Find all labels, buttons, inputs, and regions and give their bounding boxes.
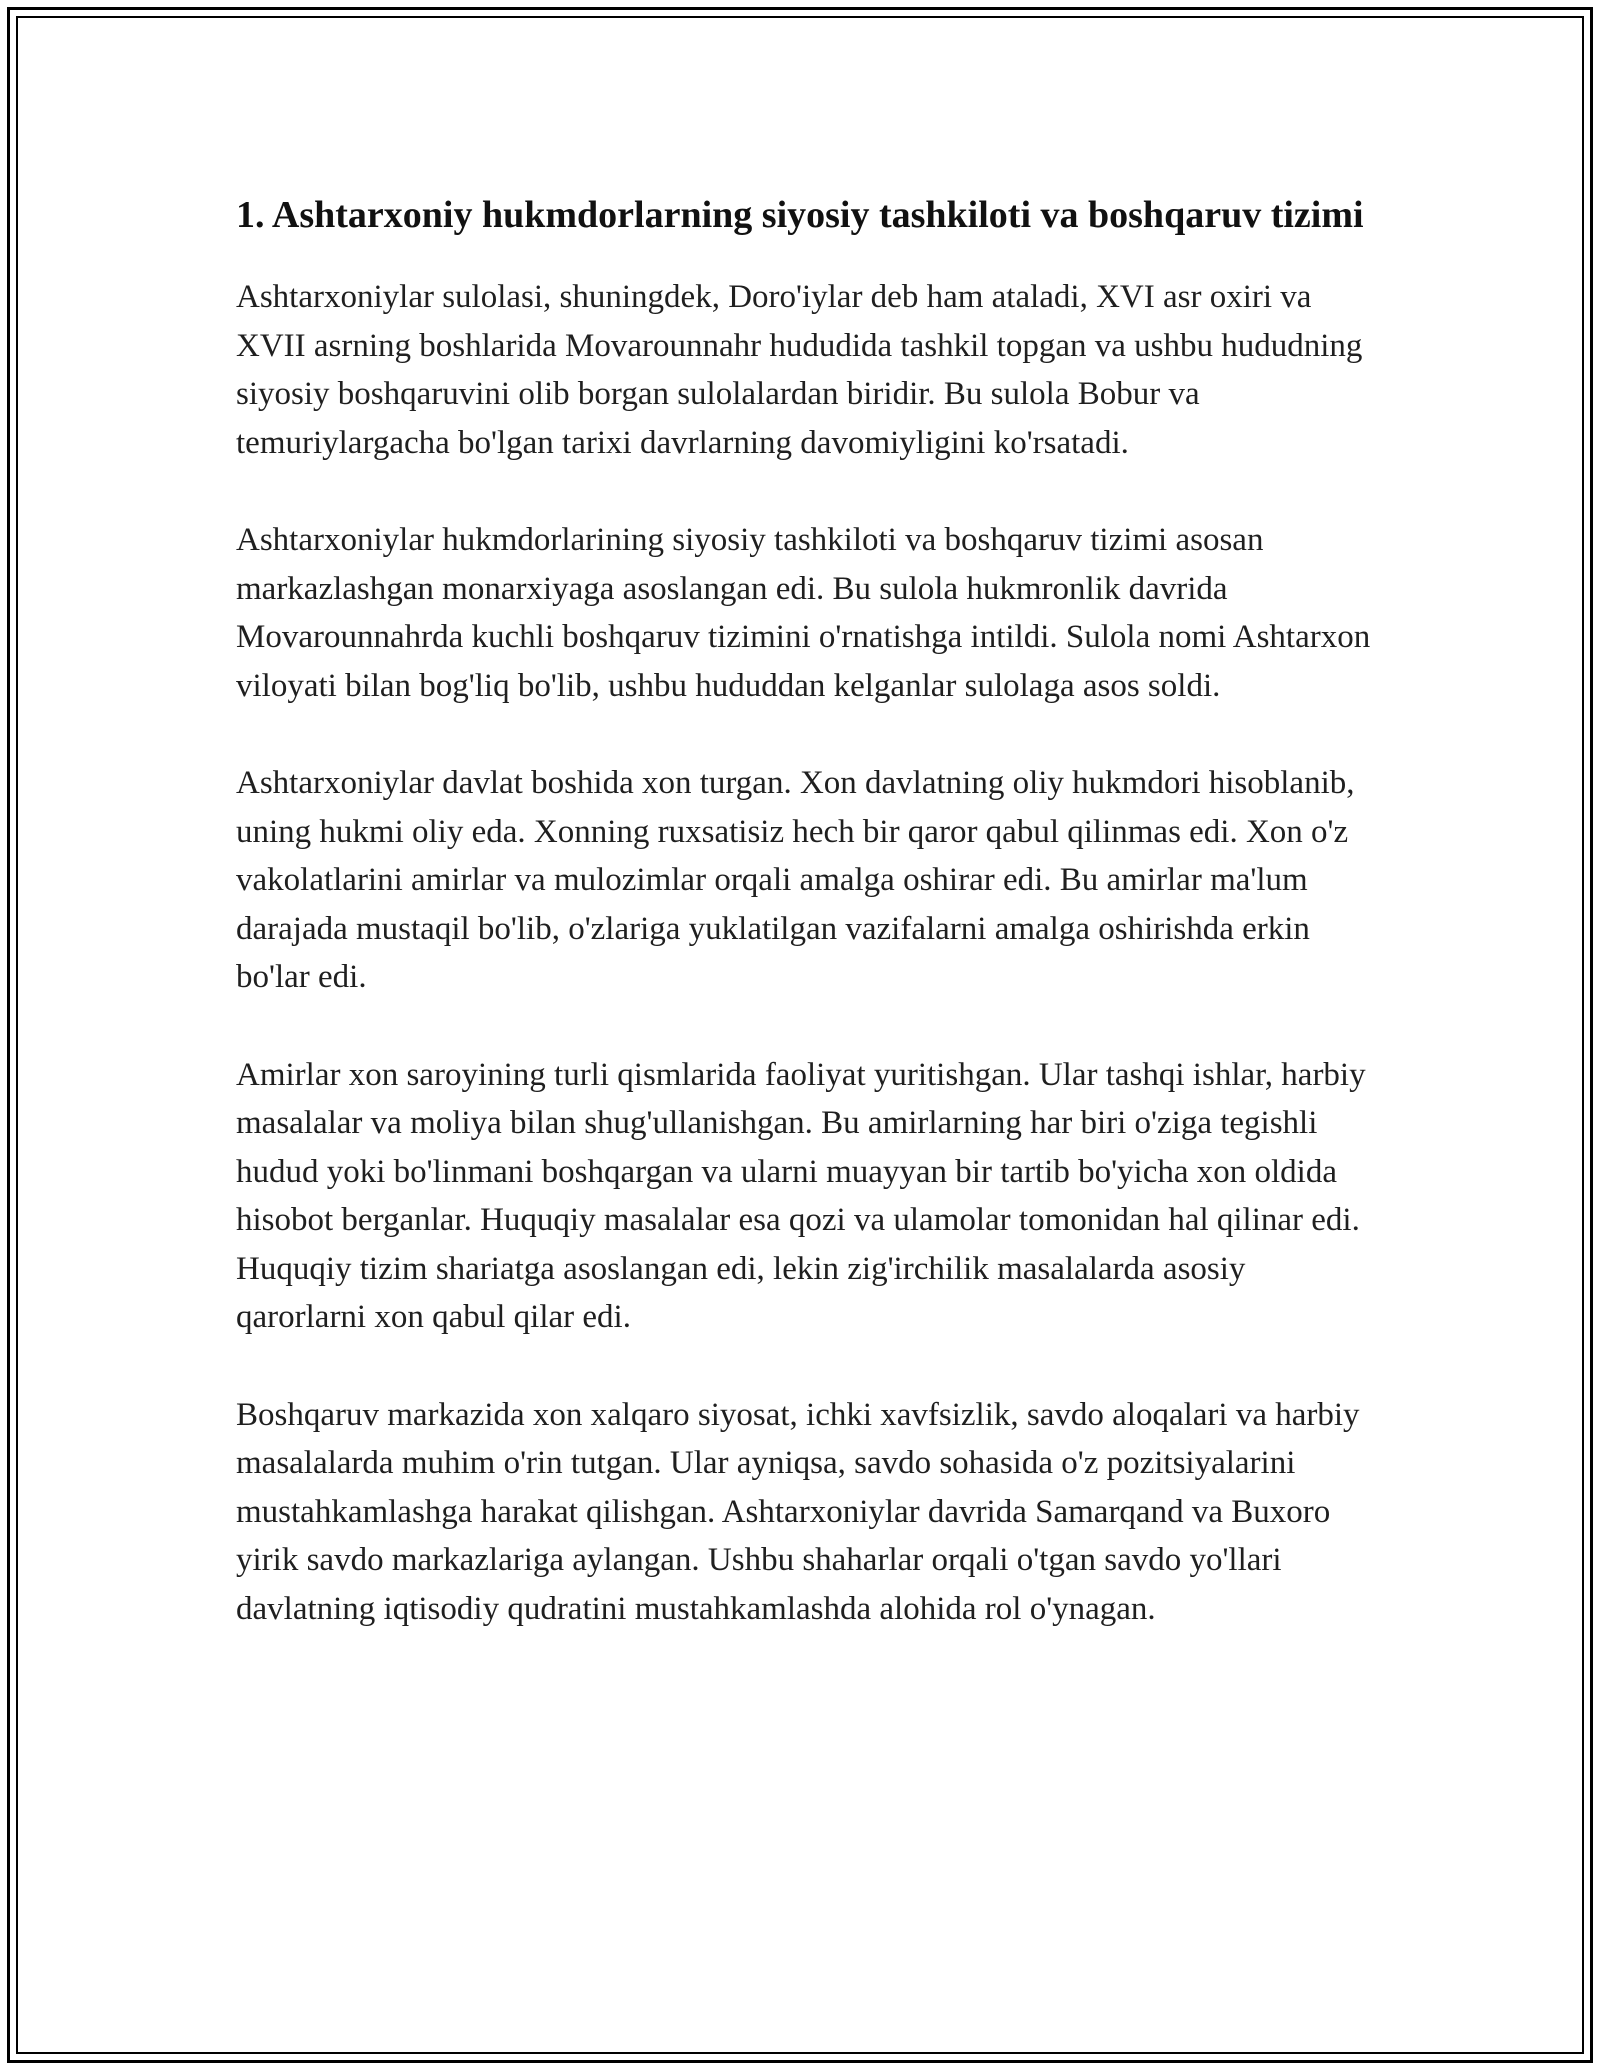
paragraph-2: Ashtarxoniylar hukmdorlarining siyosiy tashkiloti va boshqaruv tizimi asosan markazlashgan monarxiyaga asoslangan edi. Bu sulola hukmronlik davrida Movarounnahrda kuchli boshqaruv tizimini o'rnatishga intildi. Sulola nomi Ashtarxon viloyati bilan bog'liq bo'lib, ushbu hududdan kelganlar sulolaga asos soldi. [236,522,1371,704]
paragraph-4: Amirlar xon saroyining turli qismlarida faoliyat yuritishgan. Ular tashqi ishlar, harbiy masalalar va moliya bilan shug'ullanishgan. Bu amirlarning har biri o'ziga tegishli hudud yoki bo'linmani boshqargan va ularni muayyan bir tartib bo'yicha xon oldida hisobot berganlar. Huquqiy masalalar esa qozi va ulamolar tomonidan hal qilinar edi. Huquqiy tizim shariatga asoslangan edi, lekin zig'irchilik masalalarda asosiy qarorlarni xon qabul qilar edi. [236,1056,1366,1335]
paragraph-1: Ashtarxoniylar sulolasi, shuningdek, Doro'iylar deb ham ataladi, XVI asr oxiri va XVII asrning boshlarida Movarounnahr hududida tashkil topgan va ushbu hududning siyosiy boshqaruvini olib borgan sulolalardan biridir. Bu sulola Bobur va temuriylargacha bo'lgan tarixi davrlarning davomiyligini ko'rsatadi. [236,279,1363,461]
document-body [236,187,1376,1682]
paragraph-3: Ashtarxoniylar davlat boshida xon turgan. Xon davlatning oliy hukmdori hisoblanib, uning hukmi oliy eda. Xonning ruxsatisiz hech bir qaror qabul qilinmas edi. Xon o'z vakolatlarini amirlar va mulozimlar orqali amalga oshirar edi. Bu amirlar ma'lum darajada mustaqil bo'lib, o'zlariga yuklatilgan vazifalarni amalga oshirishda erkin bo'lar edi. [236,765,1355,995]
document-title: 1. Ashtarxoniy hukmdorlarning siyosiy tashkiloti va boshqaruv tizimi [236,194,1364,236]
paragraph-5: Boshqaruv markazida xon xalqaro siyosat, ichki xavfsizlik, savdo aloqalari va harbiy masalalarda muhim o'rin tutgan. Ular ayniqsa, savdo sohasida o'z pozitsiyalarini mustahkamlashga harakat qilishgan. Ashtarxoniylar davrida Samarqand va Buxoro yirik savdo markazlariga aylangan. Ushbu shaharlar orqali o'tgan savdo yo'llari davlatning iqtisodiy qudratini mustahkamlashda alohida rol o'ynagan. [236,1396,1360,1627]
